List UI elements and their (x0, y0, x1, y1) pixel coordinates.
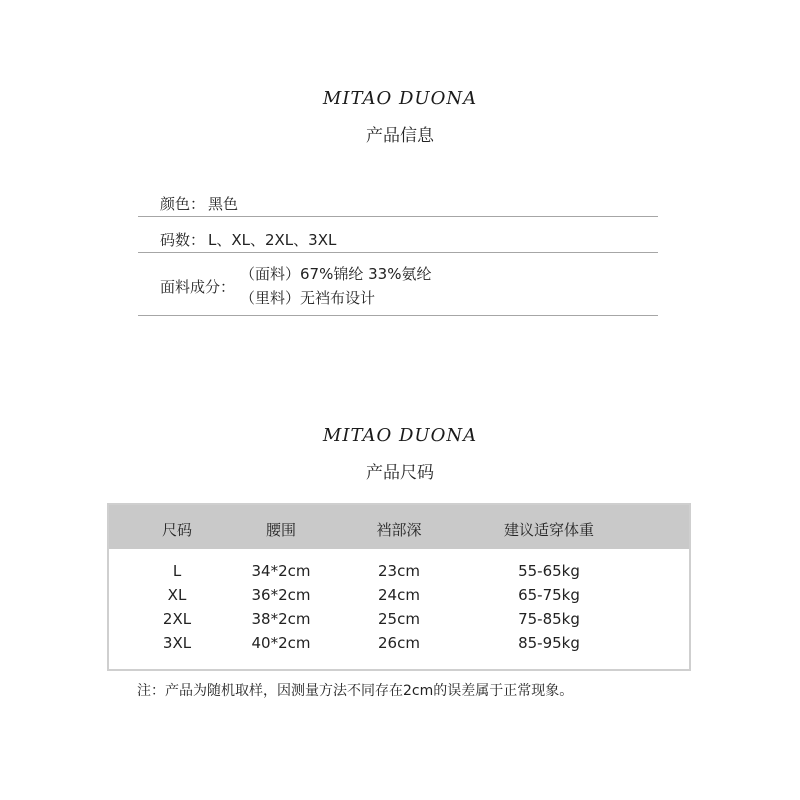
column-header-rise: 裆部深 (376, 521, 422, 539)
fabric-label: 面料成分： (160, 278, 236, 296)
cell-size: 2XL (162, 610, 192, 628)
cell-rise: 25cm (378, 610, 420, 628)
size-value: L、XL、2XL、3XL (208, 231, 337, 249)
cell-weight: 55-65kg (518, 562, 580, 580)
info-row-size (138, 226, 658, 253)
column-header-waist: 腰围 (265, 521, 296, 539)
color-value: 黑色 (208, 195, 239, 213)
brand-name: MITAO DUONA (322, 88, 478, 109)
brand-name-2: MITAO DUONA (322, 425, 478, 446)
product-info-title: 产品信息 (366, 126, 434, 146)
color-label: 颜色： (160, 195, 206, 213)
cell-rise: 23cm (378, 562, 420, 580)
cell-waist: 36*2cm (251, 586, 311, 604)
cell-size: 3XL (162, 634, 192, 652)
measurement-note: 注：产品为随机取样，因测量方法不同存在2cm的误差属于正常现象。 (137, 683, 574, 699)
cell-size: XL (167, 586, 187, 604)
info-row-fabric (138, 262, 658, 316)
cell-waist: 40*2cm (251, 634, 311, 652)
cell-weight: 85-95kg (518, 634, 580, 652)
info-row-color (138, 190, 658, 217)
cell-size: L (172, 562, 182, 580)
fabric-outer-value: （面料）67%锦纶 33%氨纶 (240, 265, 432, 283)
size-chart-title: 产品尺码 (366, 463, 434, 483)
cell-weight: 75-85kg (518, 610, 580, 628)
size-table (107, 503, 691, 671)
column-header-size: 尺码 (161, 521, 192, 539)
size-label: 码数： (160, 231, 206, 249)
fabric-lining-value: （里料）无裆布设计 (240, 289, 376, 307)
cell-waist: 34*2cm (251, 562, 311, 580)
table-header (109, 505, 689, 549)
cell-waist: 38*2cm (251, 610, 311, 628)
cell-rise: 26cm (378, 634, 420, 652)
cell-weight: 65-75kg (518, 586, 580, 604)
column-header-weight: 建议适穿体重 (503, 521, 594, 539)
cell-rise: 24cm (378, 586, 420, 604)
